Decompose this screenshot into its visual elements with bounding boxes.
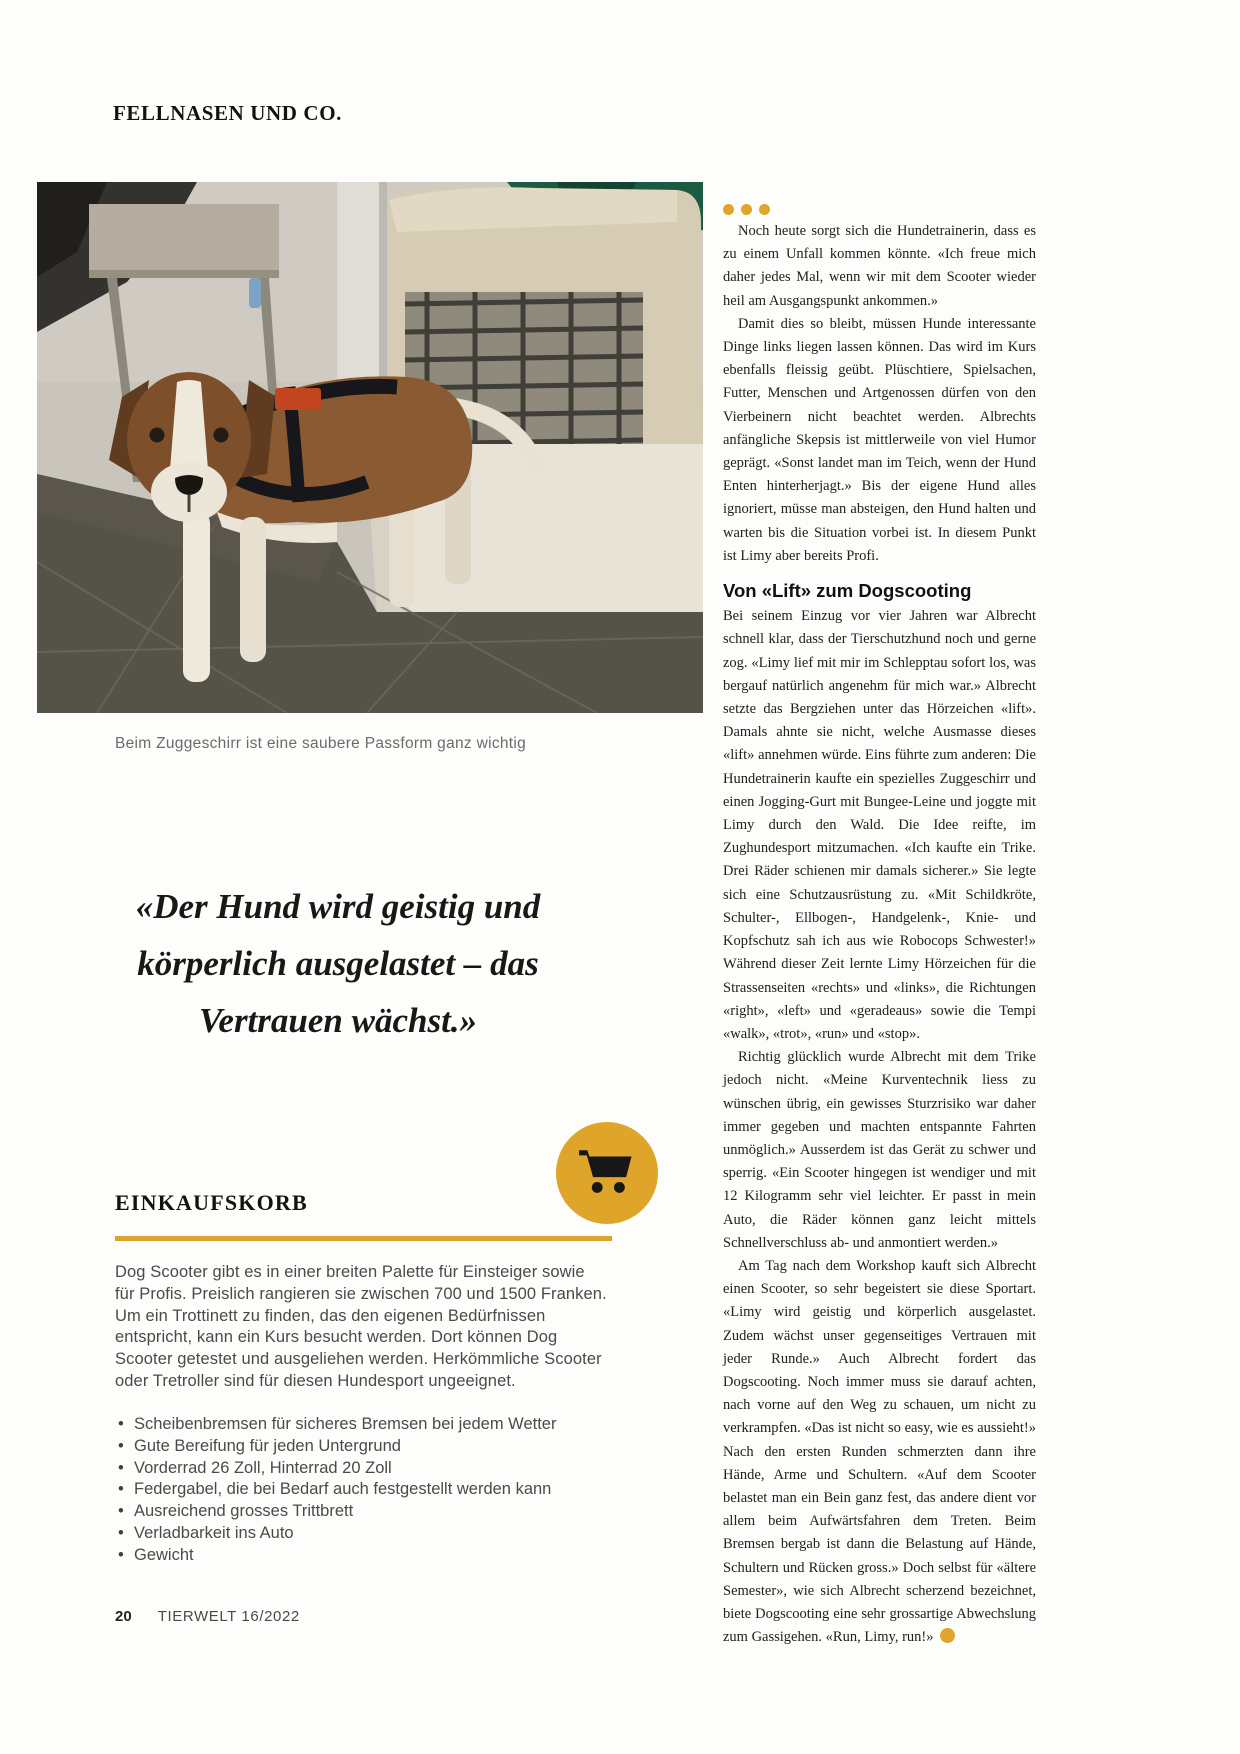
feature-list <box>118 1414 610 1567</box>
list-item: • Gute Bereifung für jeden Untergrund <box>118 1436 610 1458</box>
list-item: • Scheibenbremsen für sicheres Bremsen bei jedem Wetter <box>118 1414 610 1436</box>
pull-quote: «Der Hund wird geistig und körperlich ausgelastet – das Vertrauen wächst.» <box>135 887 541 1040</box>
article-paragraph: Bei seinem Einzug vor vier Jahren war Albrecht schnell klar, dass der Tierschutzhund noch und gerne zog. «Limy lief mit mir im Schlepptau sofort los, was bergauf natürlich angenehm für mich war.» Albrecht setzte das Bergziehen unter das Hörzeichen «lift». Damals ahnte sie nicht, welche Ausmasse dieses «lift» annehmen würde. Eins führte zum anderen: Die Hundetrainerin kaufte ein spezielles Zuggeschirr und einen Jogging-Gurt mit Bungee-Leine und joggte mit Limy durch den Wald. Die Idee reifte, im Zughundesport mitzumachen. «Ich kaufte ein Trike. Drei Räder schienen mir damals sicherer.» Sie legte sich eine Schutzausrüstung zu. «Mit Schildkröte, Schulter-, Ellbogen-, Handgelenk-, Knie- und Kopfschutz sah ich aus wie Robocops Schwester!» Während dieser Zeit lernte Limy Hörzeichen für die Strassenseiten «rechts» und «links», die Richtungen «right», «left» und «geradeaus» sowie die Tempi «walk», «trot», «run» und «stop». <box>723 608 1036 1042</box>
section-kicker: FELLNASEN UND CO. <box>113 101 342 125</box>
article-photo <box>37 182 703 713</box>
article-end-dot-icon <box>940 1628 955 1643</box>
magazine-issue: TIERWELT 16/2022 <box>157 1608 300 1625</box>
list-item: • Verladbarkeit ins Auto <box>118 1523 610 1545</box>
article-paragraph <box>723 1255 1036 1649</box>
article-paragraph-text: Am Tag nach dem Workshop kauft sich Albrecht einen Scooter, so sehr begeistert sie diese Sportart. «Limy wird geistig und körperlich ausgelastet. Zudem wächst unser gegenseitiges Vertrauen mit jeder Runde.» Auch Albrecht fordert das Dogscooting. Noch immer muss sie darauf achten, nach vorne auf den Weg zu schauen, um nicht zu verkrampfen. «Das ist nicht so easy, wie es aussieht!» Nach den ersten Runden schmerzten dann ihre Hände, Arme und Schultern. «Auf dem Scooter belastet man ein Bein ganz fest, das andere dient vor allem beim Aufwärtsfahren dem Treten. Beim Bremsen bergab ist dann die Belastung auf Hände, Schultern und Rücken gross.» Doch selbst für «ältere Semester», wie sich Albrecht scherzend bezeichnet, biete Dogscooting eine sehr grossartige Abwechslung zum Gassigehen. «Run, Limy, run!» <box>723 1257 1036 1646</box>
article-paragraph: Noch heute sorgt sich die Hundetrainerin, dass es zu einem Unfall kommen könnte. «Ich freue mich daher jedes Mal, wenn wir mit dem Scooter wieder heil am Ausgangspunkt ankommen.» <box>723 223 1036 309</box>
shopping-cart-icon <box>576 1142 638 1204</box>
shopping-cart-badge <box>556 1122 658 1224</box>
page-footer <box>115 1608 300 1625</box>
article-paragraph: Damit dies so bleibt, müssen Hunde interessante Dinge links liegen lassen können. Das wird im Kurs ebenfalls fleissig geübt. Plüschtiere, Spielsachen, Futter, Menschen und Artgenossen dürfen von den Vierbeinern nicht beachtet werden. Albrechts anfängliche Skepsis ist mittlerweile von viel Humor geprägt. «Sonst landet man im Teich, wenn der Hund Enten hinterherjagt.» Bis der eigene Hund alles ignoriert, müsse man absteigen, den Hund halten und warten bis die Situation vorbei ist. In diesem Punkt ist Limy aber bereits Profi. <box>723 315 1036 564</box>
continuation-dots-icon <box>723 200 1036 214</box>
list-item: • Vorderrad 26 Zoll, Hinterrad 20 Zoll <box>118 1458 610 1480</box>
list-item: • Gewicht <box>118 1545 610 1567</box>
harness-tag <box>275 388 321 410</box>
section-heading: Von «Lift» zum Dogscooting <box>723 580 972 602</box>
shopping-box-intro: Dog Scooter gibt es in einer breiten Palette für Einsteiger sowie für Profis. Preislich rangieren sie zwischen 700 und 1500 Franken. Um ein Trottinett zu finden, das den eigenen Bedürfnissen entspricht, kann ein Kurs besucht werden. Dort können Dog Scooter getestet und ausgeliehen werden. Herkömmliche Scooter oder Tretroller sind für diesen Hundesport ungeeignet. <box>115 1263 607 1390</box>
shopping-box-title: EINKAUFSKORB <box>115 1190 308 1215</box>
dog-photo-illustration <box>37 182 703 713</box>
page-number: 20 <box>115 1608 132 1625</box>
article-column <box>723 200 1036 1649</box>
article-paragraph: Richtig glücklich wurde Albrecht mit dem Trike jedoch nicht. «Meine Kurventechnik liess zu wünschen übrig, ein gewisses Sturzrisiko war daher immer gegeben und machten entspannte Fahrten unmöglich.» Ausserdem ist das Gerät zu schwer und sperrig. «Ein Scooter hingegen ist wendiger und mit 12 Kilogramm sehr viel leichter. Er passt in mein Auto, die Räder können ganz leicht mittels Schnellverschluss ab- und anmontiert werden.» <box>723 1049 1036 1251</box>
list-item: • Federgabel, die bei Bedarf auch festgestellt werden kann <box>118 1479 610 1501</box>
gold-divider <box>115 1236 612 1241</box>
photo-caption: Beim Zuggeschirr ist eine saubere Passform ganz wichtig <box>115 735 527 752</box>
list-item: • Ausreichend grosses Trittbrett <box>118 1501 610 1523</box>
